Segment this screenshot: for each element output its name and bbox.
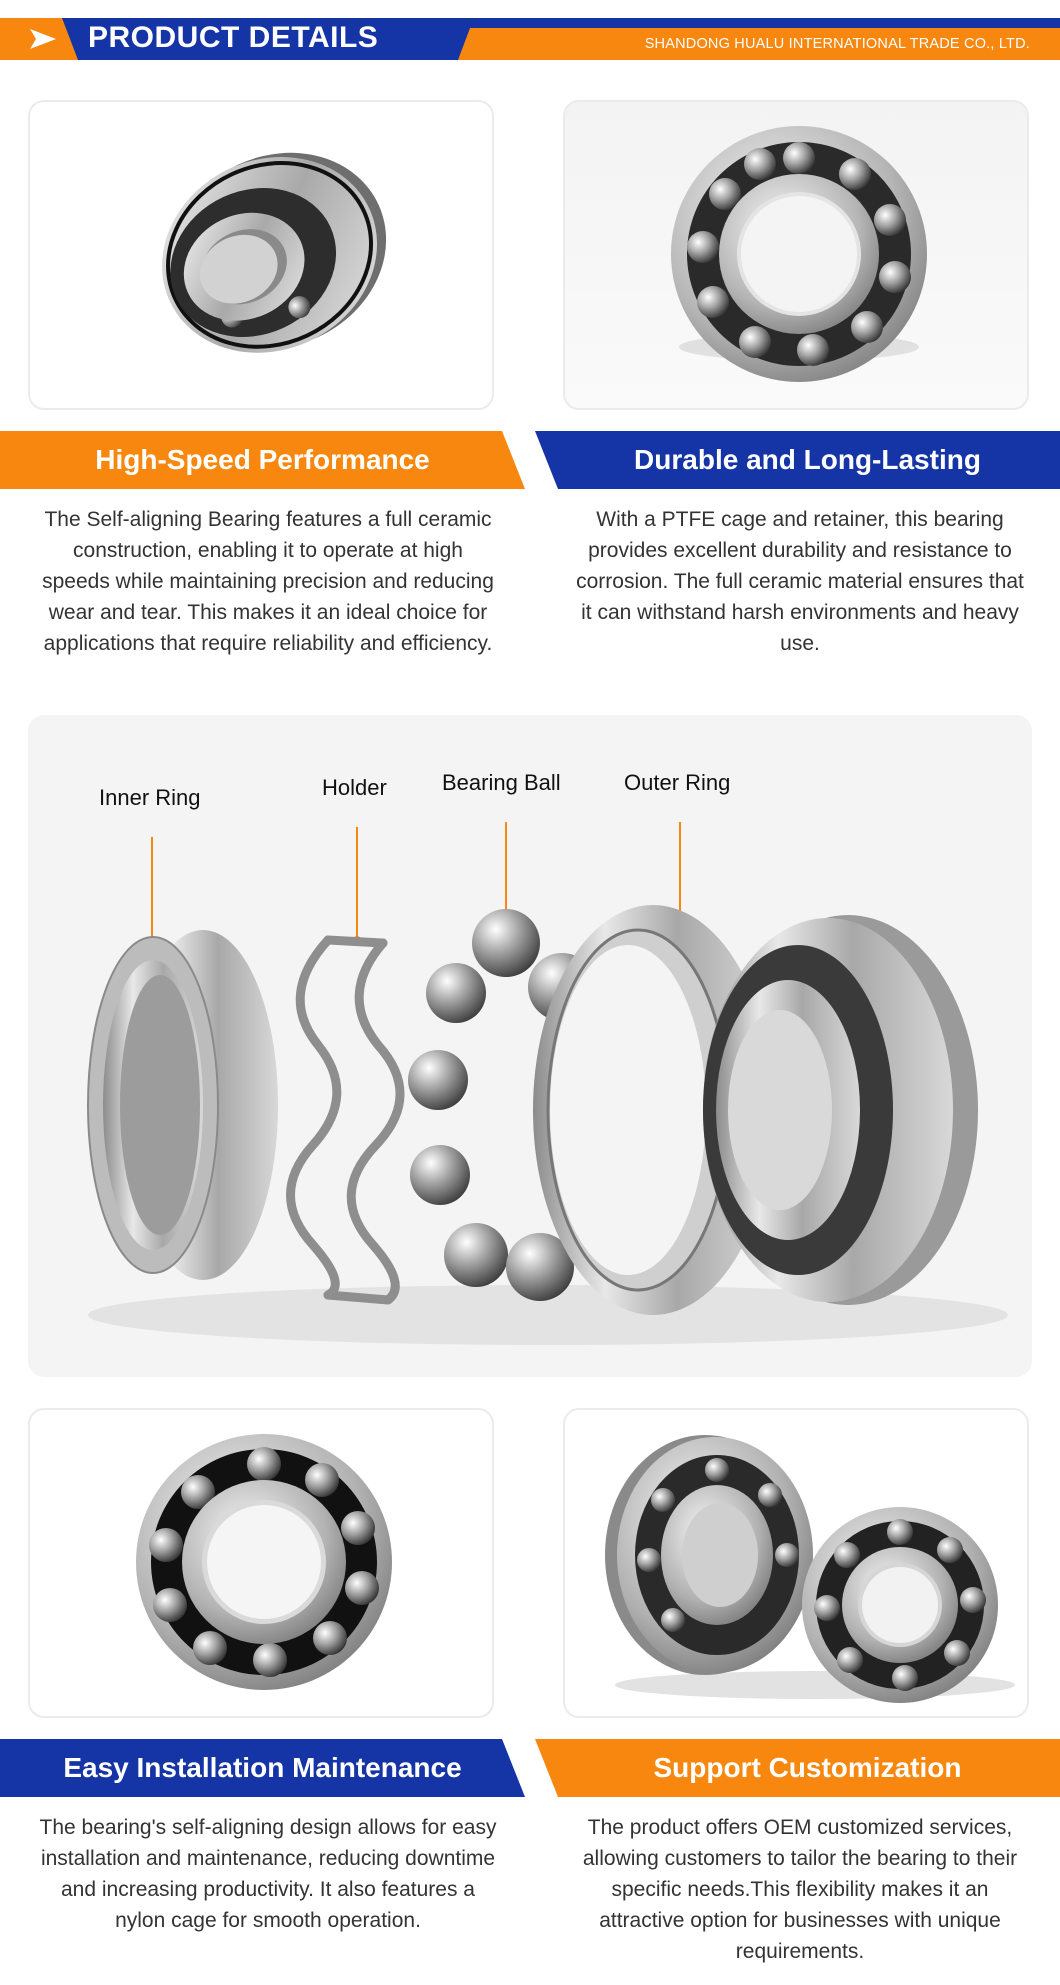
banner-high-speed [0,431,525,489]
feature-title: Durable and Long-Lasting [634,444,981,475]
header-banner [0,18,1060,60]
bearing-tilted-image [30,102,494,410]
feature-title: Easy Installation Maintenance [63,1752,462,1783]
feature-description: With a PTFE cage and retainer, this bearing provides excellent durability and resistance to corrosion. The full ceramic material ensures that it can withstand harsh environments and heavy use. [576,508,1024,655]
feature-title: High-Speed Performance [95,444,430,475]
label-outer-ring: Outer Ring [624,770,731,795]
label-inner-ring: Inner Ring [99,785,201,810]
feature-title: Support Customization [653,1752,962,1783]
photo-card-front-bearing [563,100,1029,410]
label-bearing-ball: Bearing Ball [442,770,561,795]
exploded-view-image [28,715,1032,1377]
feature-description: The bearing's self-aligning design allows for easy installation and maintenance, reducing downtime and increasing productivity. It also features a nylon cage for smooth operation. [39,1816,497,1932]
feature-description: The Self-aligning Bearing features a full ceramic construction, enabling it to operate at high speeds while maintaining precision and reducing wear and tear. This makes it an ideal choice for applications that require reliability and efficiency. [42,508,494,655]
label-holder: Holder [322,775,387,800]
photo-card-front-bearing-dark [28,1408,494,1718]
banner-easy-installation [0,1739,525,1797]
bearing-front-image [565,102,1029,410]
banner-durable [535,431,1060,489]
photo-card-tilted-bearing [28,100,494,410]
feature-description: The product offers OEM customized services, allowing customers to tailor the bearing to their specific needs.This flexibility makes it an attractive option for businesses with unique requirements. [582,1816,1018,1963]
company-name: SHANDONG HUALU INTERNATIONAL TRADE CO., LTD. [644,36,1030,52]
bearing-exploded-diagram [28,715,1032,1377]
banner-customization [535,1739,1060,1797]
two-bearings-image [565,1410,1029,1718]
photo-card-two-bearings [563,1408,1029,1718]
page-title: PRODUCT DETAILS [88,21,379,54]
bearing-dark-cage-image [30,1410,494,1718]
